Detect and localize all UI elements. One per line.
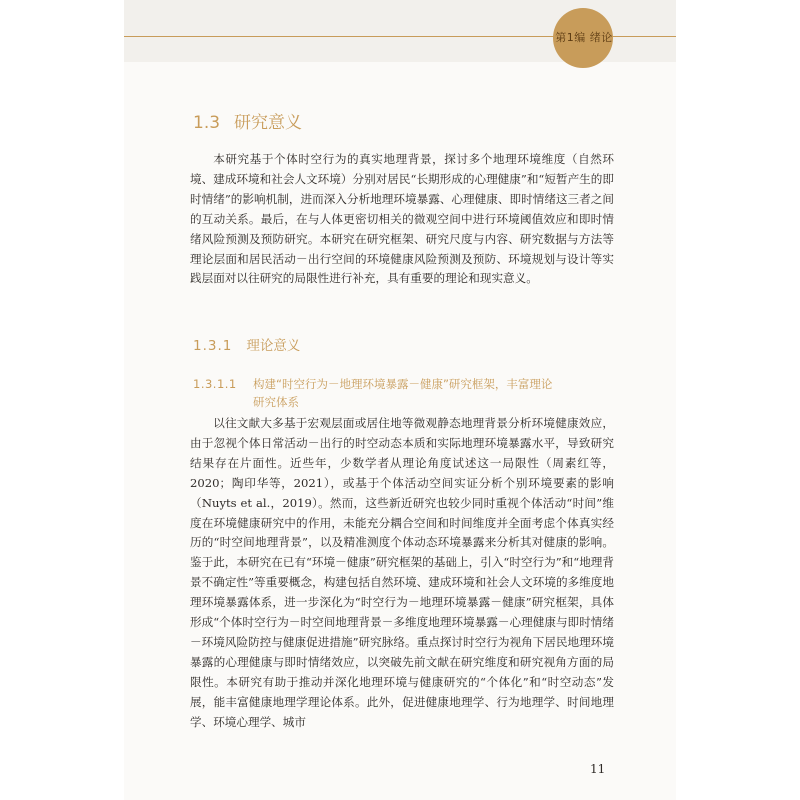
chapter-label: 第1编 绪论 [555, 31, 613, 44]
subsubsection-number: 1.3.1.1 [193, 377, 237, 391]
subsubsection-title-line2: 研究体系 [253, 395, 299, 409]
section-paragraph: 本研究基于个体时空行为的真实地理背景，探讨多个地理环境维度（自然环境、建成环境和社会人文环境）分别对居民“长期形成的心理健康”和“短暂产生的即时情绪”的影响机制，进而深入分析地理环境暴露、心理健康、即时情绪这三者之间的互动关系。最后，在与人体更密切相关的微观空间中进行环境阈值效应和即时情绪风险预测及预防研究。本研究在研究框架、研究尺度与内容、研究数据与方法等理论层面和居民活动－出行空间的环境健康风险预测及预防、环境规划与设计等实践层面对以往研究的局限性进行补充，具有重要的理论和现实意义。 [190, 152, 614, 286]
subsubsection-paragraph: 以往文献大多基于宏观层面或居住地等微观静态地理背景分析环境健康效应，由于忽视个体日常活动－出行的时空动态本质和实际地理环境暴露水平，导致研究结果存在片面性。近些年，少数学者从理论角度试述这一局限性（周素红等，2020；陶印华等，2021），或基于个体活动空间实证分析个别环境要素的影响（Nuyts et al.，2019）。然而，这些新近研究也较少同时重视个体活动“时间”维度在环境健康研究中的作用，未能充分耦合空间和时间维度并全面考虑个体真实经历的“时空间地理背景”，以及精准测度个体动态环境暴露来分析其对健康的影响。鉴于此，本研究在已有“环境－健康”研究框架的基础上，引入“时空行为”和“地理背景不确定性”等重要概念，构建包括自然环境、建成环境和社会人文环境的多维度地理环境暴露体系，进一步深化为“时空行为－地理环境暴露－健康”研究框架，具体形成“个体时空行为－时空间地理背景－多维度地理环境暴露－心理健康与即时情绪－环境风险防控与健康促进措施”研究脉络。重点探讨时空行为视角下居民地理环境暴露的心理健康与即时情绪效应，以突破先前文献在研究维度和研究视角方面的局限性。本研究有助于推动并深化地理环境与健康研究的“个体化”和“时空动态”发展，能丰富健康地理学理论体系。此外，促进健康地理学、行为地理学、时间地理学、环境心理学、城市 [190, 416, 614, 729]
subsection-number: 1.3.1 [193, 338, 233, 354]
subsection-title: 理论意义 [246, 338, 301, 354]
subsubsection-heading [193, 375, 623, 411]
subsubsection-title-line1: 构建“时空行为－地理环境暴露－健康”研究框架，丰富理论 [253, 377, 553, 391]
book-page [124, 0, 676, 800]
section-title: 研究意义 [234, 113, 303, 133]
page-number: 11 [590, 762, 606, 776]
section-number: 1.3 [193, 113, 221, 133]
subsection-heading [193, 334, 300, 354]
section-heading [193, 108, 302, 133]
